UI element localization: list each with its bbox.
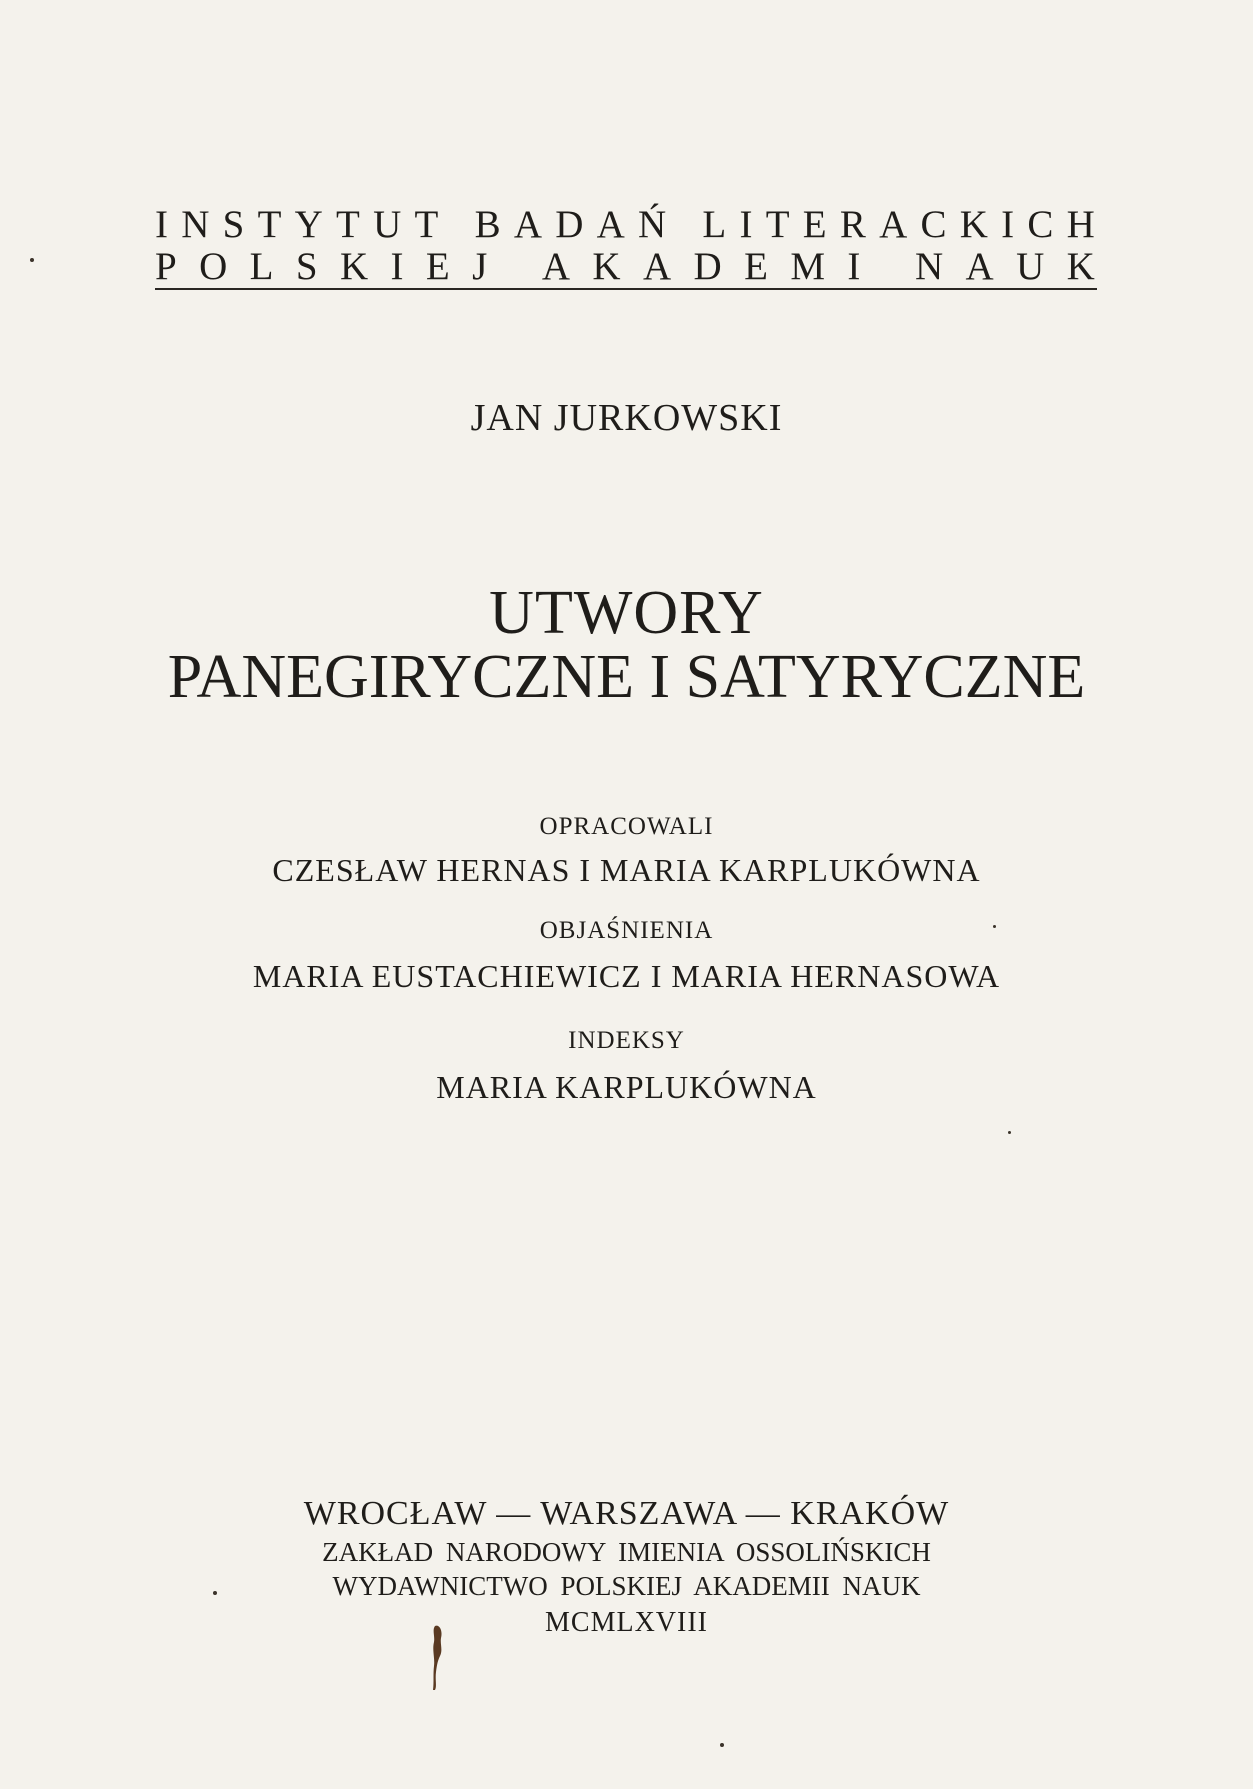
institute-letter: L bbox=[702, 203, 727, 246]
notes-by-label: OBJAŚNIENIA bbox=[539, 917, 714, 944]
institute-letter: B bbox=[474, 203, 501, 246]
institute-letter: E bbox=[425, 245, 450, 288]
institute-letter: A bbox=[541, 245, 571, 288]
institute-letter bbox=[883, 247, 893, 286]
edited-by-label: OPRACOWALI bbox=[539, 813, 714, 840]
institute-letter: A bbox=[513, 203, 542, 246]
index-by-label: INDEKSY bbox=[568, 1027, 685, 1054]
institute-letter: M bbox=[790, 245, 826, 288]
author-name: JAN JURKOWSKI bbox=[470, 397, 783, 439]
institute-letter: I bbox=[847, 245, 861, 288]
institute-letter: D bbox=[693, 245, 722, 288]
institute-letter: N bbox=[914, 245, 944, 288]
paper-speck bbox=[30, 258, 34, 262]
institute-letter: K bbox=[339, 245, 369, 288]
institute-letter: N bbox=[181, 203, 210, 246]
paper-speck bbox=[1008, 1131, 1011, 1134]
index-by-names: MARIA KARPLUKÓWNA bbox=[436, 1069, 817, 1105]
institute-letter: T bbox=[336, 203, 360, 246]
institute-letter: P bbox=[155, 245, 177, 288]
institute-letter: C bbox=[1027, 203, 1054, 246]
imprint-year: MCMLXVIII bbox=[545, 1607, 708, 1638]
book-title-line2: PANEGIRYCZNE I SATYRYCZNE bbox=[167, 643, 1086, 711]
institute-letter: J bbox=[472, 245, 488, 288]
institute-letter: K bbox=[959, 203, 988, 246]
institute-letter: I bbox=[739, 203, 753, 246]
institute-letter: S bbox=[295, 245, 318, 288]
institute-letter: A bbox=[596, 203, 625, 246]
institute-letter: C bbox=[920, 203, 947, 246]
institute-name-line1 bbox=[155, 205, 1095, 244]
institute-name-line2 bbox=[155, 247, 1095, 286]
institute-letter: S bbox=[222, 203, 245, 246]
institute-letter bbox=[452, 205, 462, 244]
institute-letter bbox=[679, 205, 689, 244]
institute-letter: O bbox=[199, 245, 228, 288]
institute-letter: H bbox=[1066, 203, 1095, 246]
institute-letter: I bbox=[1001, 203, 1015, 246]
institute-letter: E bbox=[802, 203, 827, 246]
paper-speck bbox=[213, 1591, 217, 1595]
institute-letter: I bbox=[390, 245, 404, 288]
institute-letter: K bbox=[592, 245, 621, 288]
institute-letter: D bbox=[555, 203, 584, 246]
institute-letter: A bbox=[642, 245, 672, 288]
institute-letter: A bbox=[965, 245, 994, 288]
edited-by-names: CZESŁAW HERNAS I MARIA KARPLUKÓWNA bbox=[272, 852, 981, 888]
institute-letter: I bbox=[155, 203, 168, 246]
paper-stain bbox=[431, 1624, 445, 1690]
institute-letter: E bbox=[744, 245, 768, 288]
institute-letter: T bbox=[257, 203, 282, 246]
notes-by-names: MARIA EUSTACHIEWICZ I MARIA HERNASOWA bbox=[252, 958, 1001, 994]
institute-letter: A bbox=[879, 203, 908, 246]
paper-speck bbox=[720, 1743, 724, 1747]
institute-letter: K bbox=[1066, 245, 1095, 288]
imprint-publisher-line2: WYDAWNICTWO POLSKIEJ AKADEMII NAUK bbox=[332, 1571, 921, 1601]
institute-letter: L bbox=[249, 245, 274, 288]
institute-letter: T bbox=[414, 203, 439, 246]
imprint-publisher-line1: ZAKŁAD NARODOWY IMIENIA OSSOLIŃSKICH bbox=[322, 1537, 931, 1567]
institute-letter: Ń bbox=[638, 203, 667, 246]
header-rule bbox=[155, 288, 1097, 290]
book-title-line1: UTWORY bbox=[489, 579, 764, 647]
imprint-cities: WROCŁAW — WARSZAWA — KRAKÓW bbox=[303, 1495, 950, 1532]
institute-letter: U bbox=[373, 203, 402, 246]
institute-letter bbox=[510, 247, 520, 286]
institute-letter: Y bbox=[294, 203, 323, 246]
paper-speck bbox=[993, 925, 996, 928]
institute-letter: R bbox=[839, 203, 866, 246]
institute-letter: T bbox=[765, 203, 790, 246]
institute-letter: U bbox=[1016, 245, 1045, 288]
